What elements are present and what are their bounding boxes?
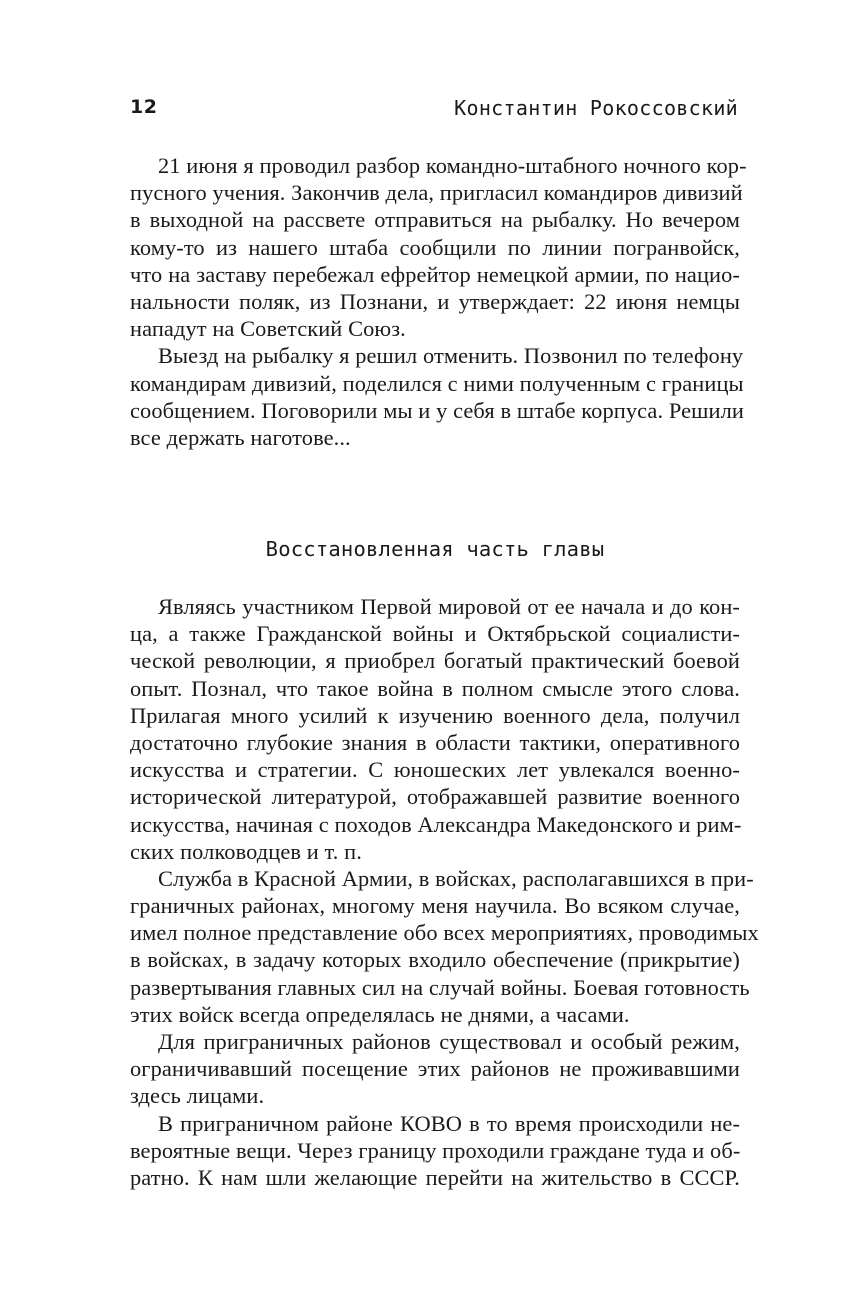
text-line: опыт. Познал, что такое война в полном смысле этого слова. bbox=[130, 675, 740, 701]
text-line: В приграничном районе КОВО в то время происходили не- bbox=[158, 1110, 740, 1136]
text-line: ца, а также Гражданской войны и Октябрьской социалисти- bbox=[130, 621, 740, 647]
text-line: искусства, начиная с походов Александра Македонского и рим- bbox=[130, 811, 742, 837]
text-line: сообщением. Поговорили мы и у себя в штабе корпуса. Решили bbox=[130, 397, 744, 423]
text-line: ских полководцев и т. п. bbox=[130, 838, 362, 864]
text-line: Являясь участником Первой мировой от ее начала и до кон- bbox=[158, 594, 740, 619]
text-line: нальности поляк, из Познани, и утверждает: 22 июня немцы bbox=[130, 288, 740, 314]
text-line: вероятные вещи. Через границу проходили граждане туда и об- bbox=[130, 1137, 741, 1163]
text-line: здесь лицами. bbox=[130, 1083, 265, 1109]
text-line: ческой революции, я приобрел богатый практический боевой bbox=[130, 648, 740, 674]
text-block-2 bbox=[130, 593, 759, 1191]
text-line: в выходной на рассвете отправиться на рыбалку. Но вечером bbox=[130, 207, 740, 233]
text-line: Служба в Красной Армии, в войсках, располагавшихся в при- bbox=[158, 865, 754, 891]
text-line: исторической литературой, отображавшей развитие военного bbox=[130, 784, 740, 810]
text-line: командирам дивизий, поделился с ними полученным с границы bbox=[130, 370, 744, 396]
text-line: в войсках, в задачу которых входило обеспечение (прикрытие) bbox=[130, 947, 740, 973]
text-line: 21 июня я проводил разбор командно-штабного ночного кор- bbox=[158, 153, 747, 178]
text-line: достаточно глубокие знания в области тактики, оперативного bbox=[130, 729, 740, 755]
text-line: искусства и стратегии. С юношеских лет увлекался военно- bbox=[130, 757, 740, 783]
text-line: ограничивавший посещение этих районов не проживавшими bbox=[130, 1056, 740, 1082]
text-line: все держать наготове... bbox=[130, 424, 351, 450]
author-name: Константин Рокоссовский bbox=[454, 96, 738, 120]
text-line: пусного учения. Закончив дела, пригласил командиров дивизий bbox=[130, 180, 743, 206]
text-line: нападут на Советский Союз. bbox=[130, 316, 406, 342]
text-line: имел полное представление обо всех мероприятиях, проводимых bbox=[130, 920, 759, 946]
text-line: Выезд на рыбалку я решил отменить. Позвонил по телефону bbox=[158, 343, 744, 369]
text-line: что на заставу перебежал ефрейтор немецкой армии, по нацио- bbox=[130, 261, 740, 287]
text-line: развертывания главных сил на случай войны. Боевая готовность bbox=[130, 974, 750, 1000]
text-line: ратно. К нам шли желающие перейти на жительство в СССР. bbox=[130, 1164, 740, 1190]
text-line: этих войск всегда определялась не днями, а часами. bbox=[130, 1001, 630, 1027]
section-title: Восстановленная часть главы bbox=[265, 537, 605, 561]
text-line: Прилагая много усилий к изучению военного дела, получил bbox=[130, 702, 740, 728]
text-line: граничных районах, многому меня научила. Во всяком случае, bbox=[130, 893, 740, 919]
text-line: Для приграничных районов существовал и особый режим, bbox=[158, 1029, 740, 1054]
text-block-1 bbox=[130, 152, 747, 451]
text-line: кому-то из нашего штаба сообщили по линии погранвойск, bbox=[130, 234, 740, 260]
running-head bbox=[130, 96, 738, 126]
page-number: 12 bbox=[130, 96, 158, 118]
